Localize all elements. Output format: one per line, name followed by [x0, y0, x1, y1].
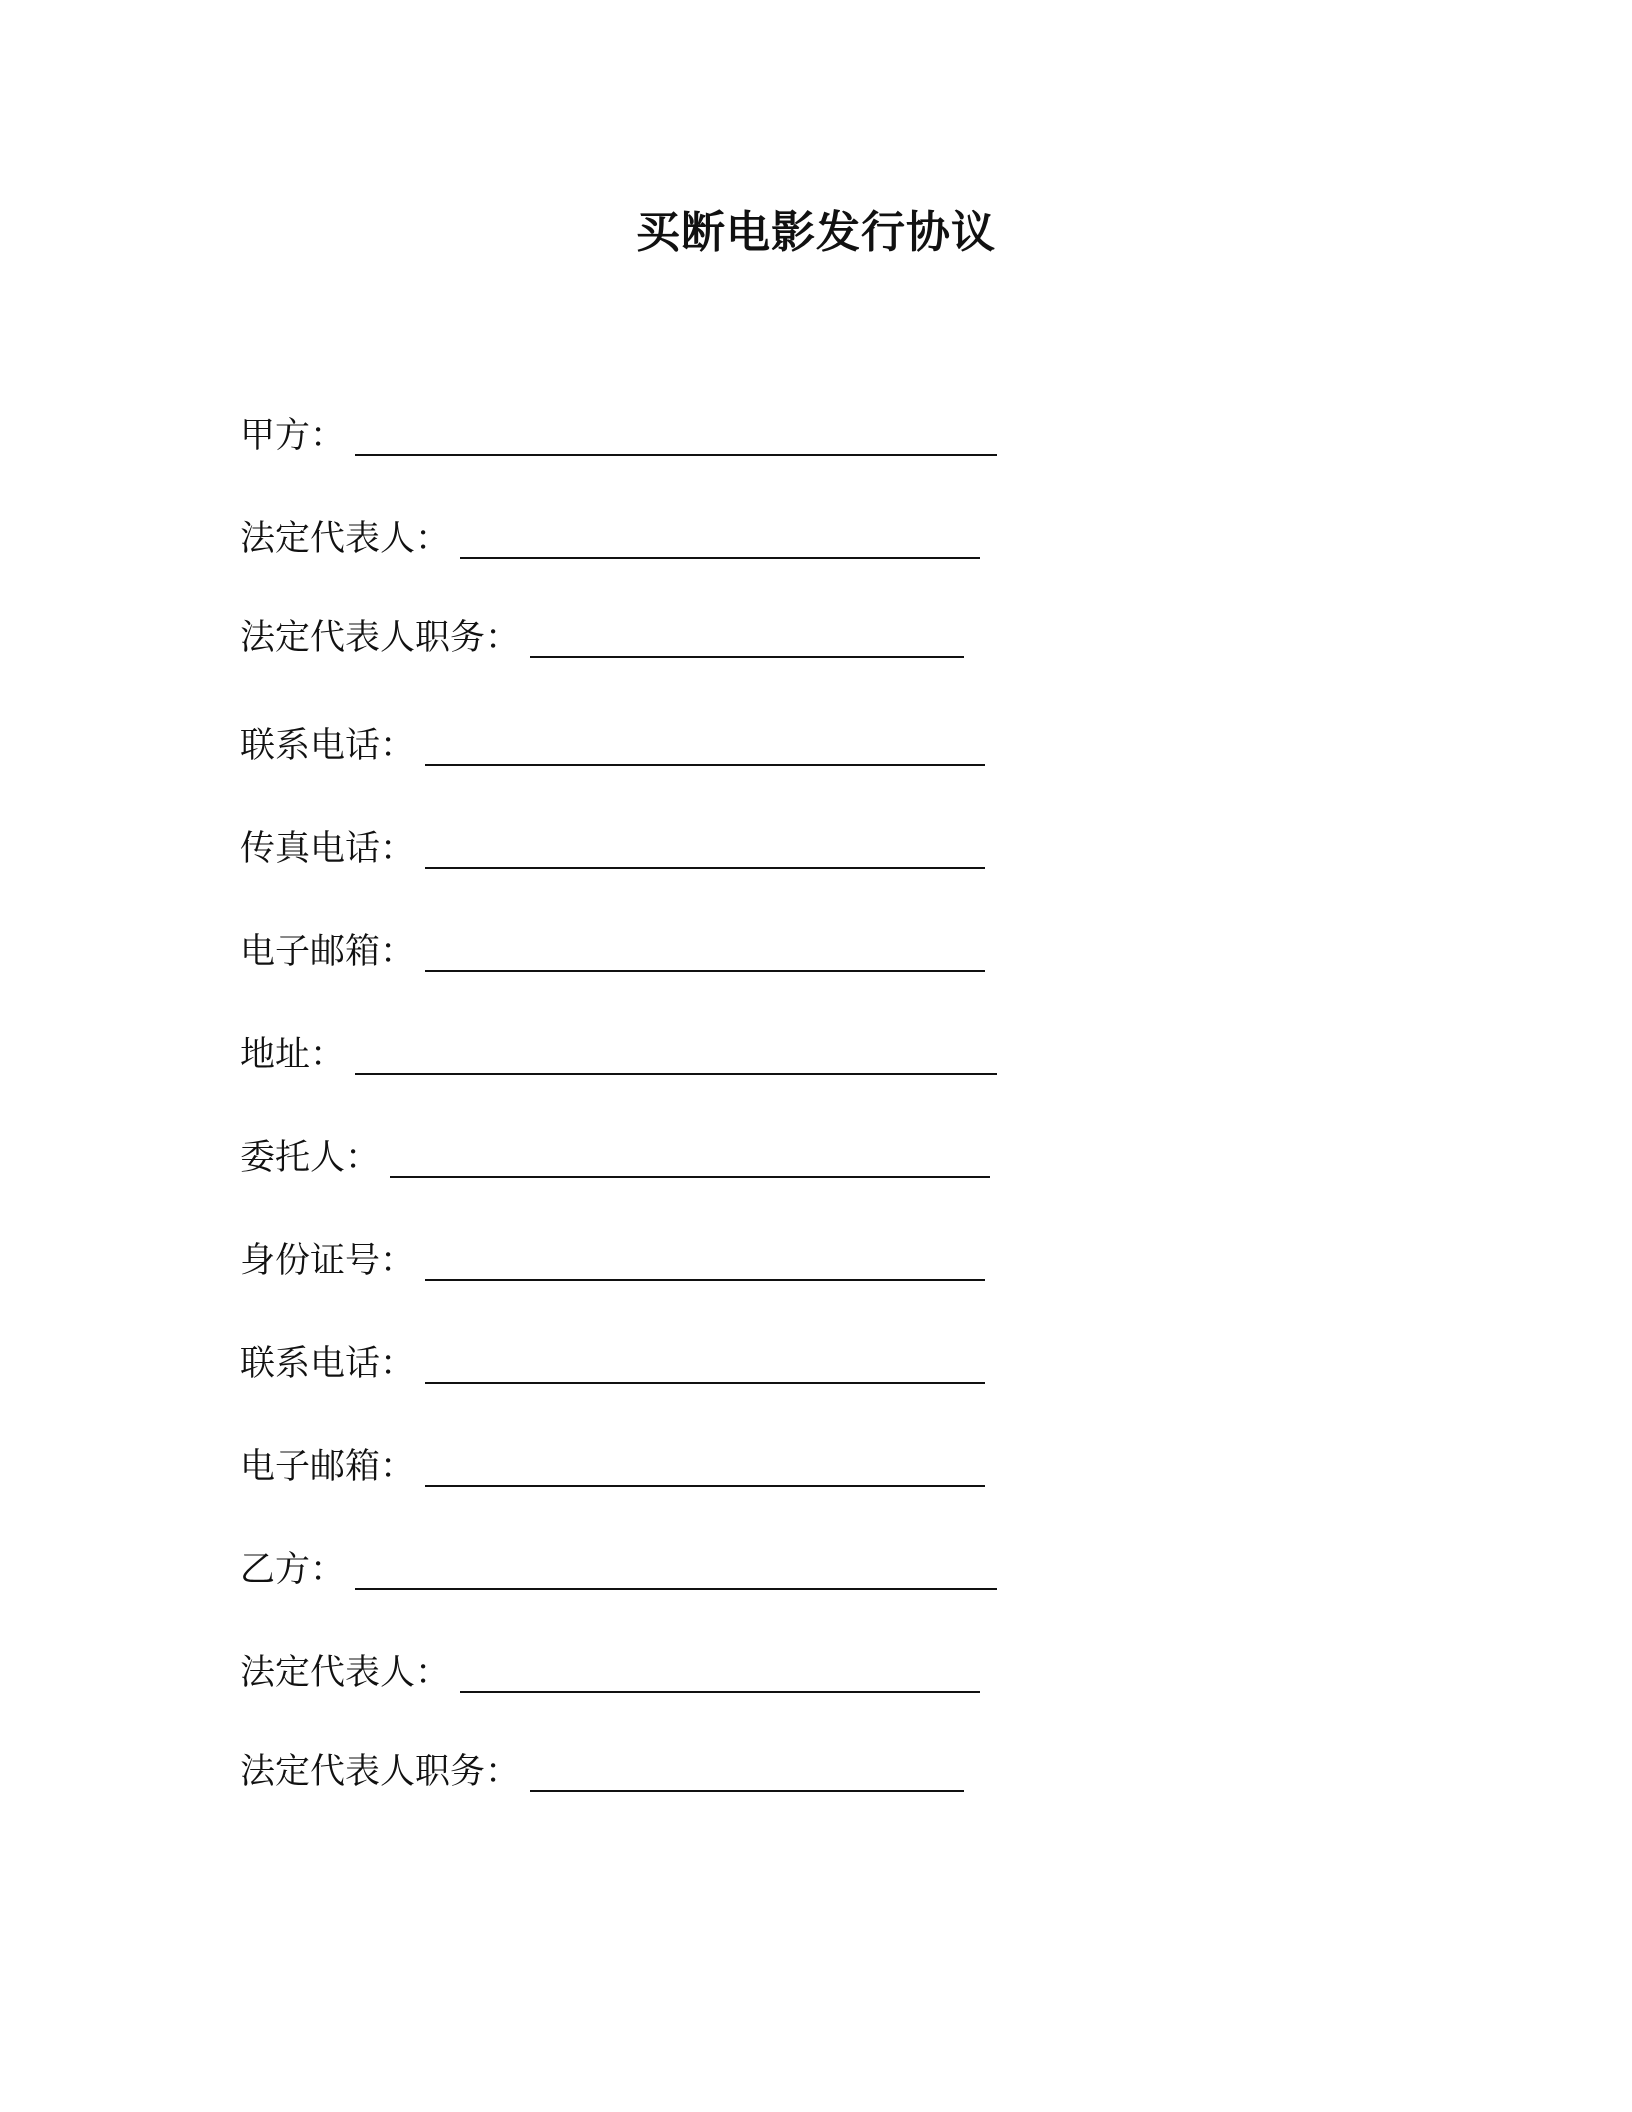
field-row-principal [240, 1132, 990, 1184]
field-row-party-a [240, 410, 997, 462]
fill-in-line[interactable] [530, 656, 964, 658]
field-label: 甲方： [240, 416, 346, 456]
field-row-fax [240, 823, 985, 875]
fill-in-line[interactable] [530, 1790, 964, 1792]
fill-in-line[interactable] [355, 454, 997, 456]
field-label: 委托人： [240, 1138, 381, 1178]
fill-in-line[interactable] [460, 557, 980, 559]
field-label: 传真电话： [240, 829, 416, 869]
field-row-legal-rep [240, 513, 980, 565]
field-row-address [240, 1029, 997, 1081]
fill-in-line[interactable] [355, 1588, 997, 1590]
field-label: 身份证号： [240, 1241, 416, 1281]
field-row-party-b-legal-rep-title [240, 1746, 964, 1798]
field-label: 联系电话： [240, 726, 416, 766]
fill-in-line[interactable] [425, 970, 985, 972]
field-label: 法定代表人： [240, 1653, 451, 1693]
field-label: 法定代表人职务： [240, 618, 521, 658]
fill-in-line[interactable] [355, 1073, 997, 1075]
field-row-email [240, 926, 985, 978]
field-row-principal-phone [240, 1338, 985, 1390]
field-row-party-b-legal-rep [240, 1647, 980, 1699]
field-label: 电子邮箱： [240, 932, 416, 972]
fill-in-line[interactable] [460, 1691, 980, 1693]
fill-in-line[interactable] [425, 1485, 985, 1487]
fill-in-line[interactable] [425, 764, 985, 766]
fill-in-line[interactable] [390, 1176, 990, 1178]
document-title: 买断电影发行协议 [636, 207, 996, 258]
field-row-phone [240, 720, 985, 772]
field-label: 电子邮箱： [240, 1447, 416, 1487]
field-row-id-number [240, 1235, 985, 1287]
field-label: 法定代表人职务： [240, 1752, 521, 1792]
field-row-principal-email [240, 1441, 985, 1493]
field-label: 地址： [240, 1035, 346, 1075]
fill-in-line[interactable] [425, 1382, 985, 1384]
field-label: 乙方： [240, 1550, 346, 1590]
field-row-legal-rep-title [240, 612, 964, 664]
fill-in-line[interactable] [425, 867, 985, 869]
field-row-party-b [240, 1544, 997, 1596]
field-label: 联系电话： [240, 1344, 416, 1384]
fill-in-line[interactable] [425, 1279, 985, 1281]
field-label: 法定代表人： [240, 519, 451, 559]
